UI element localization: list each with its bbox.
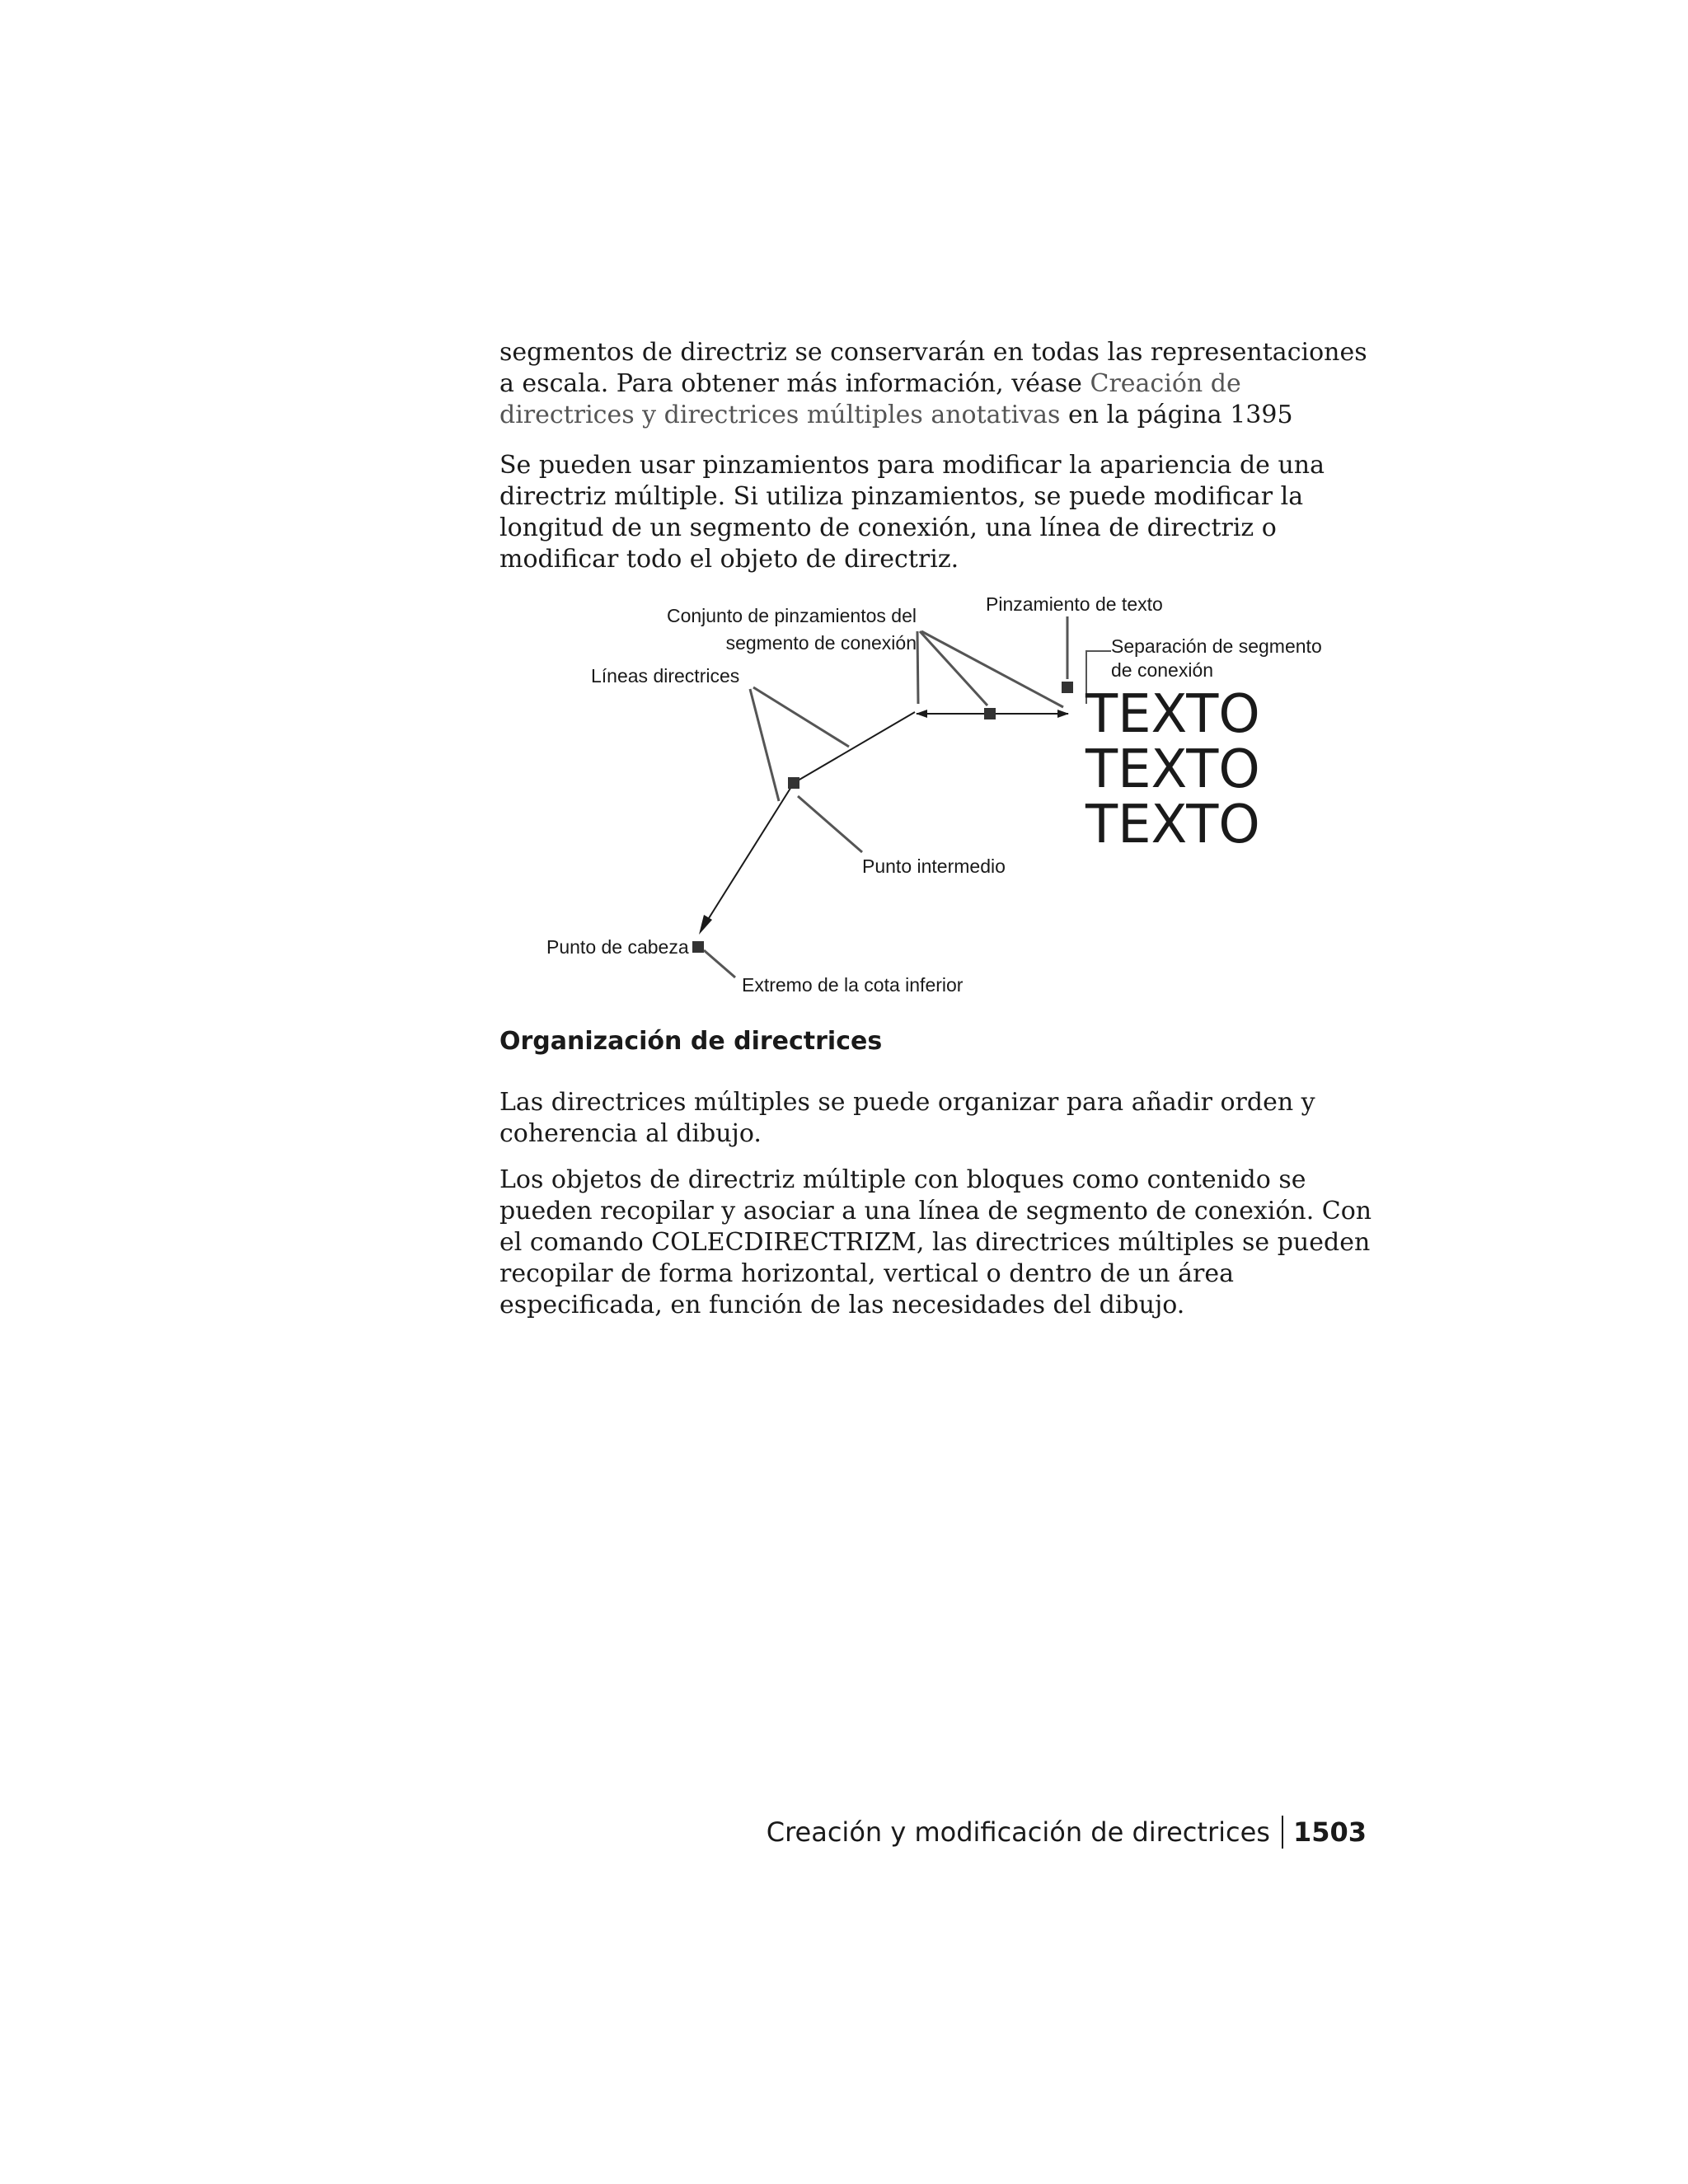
callout-line: [753, 687, 849, 747]
sample-text-line: TEXTO: [1085, 739, 1260, 800]
paragraph-collect: Los objetos de directriz múltiple con bloques como contenido se pueden recopilar y asociar a una línea de segmento de conexión. Con el comando COLECDIRECTRIZM, las directrices múltiples se pueden recopilar de forma horizontal, vertical o dentro de un área especificada, en función de las necesidades del dibujo.: [499, 1165, 1372, 1319]
arrowhead-label: Punto de cabeza: [546, 936, 689, 958]
paragraph-text: en la página 1395: [1060, 401, 1293, 429]
midpoint-label: Punto intermedio: [862, 855, 1006, 877]
sample-text-line: TEXTO: [1085, 794, 1260, 855]
arrowhead-grip[interactable]: [692, 941, 704, 953]
landing-gap-label: Separación de segmento: [1111, 635, 1322, 657]
paragraph-text: segmentos de directriz se conservarán en todas las representaciones a escala. Para obtener más información, véase: [499, 338, 1367, 398]
landing-grip[interactable]: [984, 708, 996, 719]
page-number: 1503: [1292, 1816, 1367, 1848]
arrowhead-shape: [699, 915, 712, 935]
midpoint-grip[interactable]: [788, 777, 799, 789]
text-grip[interactable]: [1062, 682, 1073, 693]
footer-separator: [1282, 1816, 1283, 1849]
text-grip-label: Pinzamiento de texto: [986, 593, 1163, 615]
grip-set-label: segmento de conexión: [725, 632, 917, 654]
landing-gap-label: de conexión: [1111, 659, 1214, 681]
paragraph-organize: Las directrices múltiples se puede organizar para añadir orden y coherencia al dibujo.: [499, 1088, 1315, 1148]
grip-set-label: Conjunto de pinzamientos del: [666, 605, 917, 626]
page-footer: [767, 1816, 1367, 1849]
cross-reference-link[interactable]: Creación de directrices y directrices múltiples anotativas: [499, 369, 1241, 429]
callout-line: [798, 796, 862, 852]
multileader-grips-figure: [495, 585, 1418, 1014]
lower-end-label: Extremo de la cota inferior: [742, 974, 964, 996]
leader-lines-label: Líneas directrices: [591, 665, 740, 687]
paragraph-annotative-scale: [499, 337, 1381, 431]
paragraph-grips: Se pueden usar pinzamientos para modificar la apariencia de una directriz múltiple. Si utiliza pinzamientos, se puede modificar la longitud de un segmento de conexión, una línea de directriz o modificar todo el objeto de directriz.: [499, 451, 1325, 574]
section-heading: Organización de directrices: [499, 1027, 883, 1056]
footer-chapter-title: Creación y modificación de directrices: [766, 1816, 1270, 1848]
callout-line: [921, 631, 1063, 707]
leader-line: [701, 783, 794, 931]
callout-line: [917, 631, 918, 704]
callout-line: [750, 689, 779, 801]
sample-text-line: TEXTO: [1085, 684, 1260, 745]
callout-line: [920, 631, 987, 705]
callout-line: [704, 950, 735, 977]
